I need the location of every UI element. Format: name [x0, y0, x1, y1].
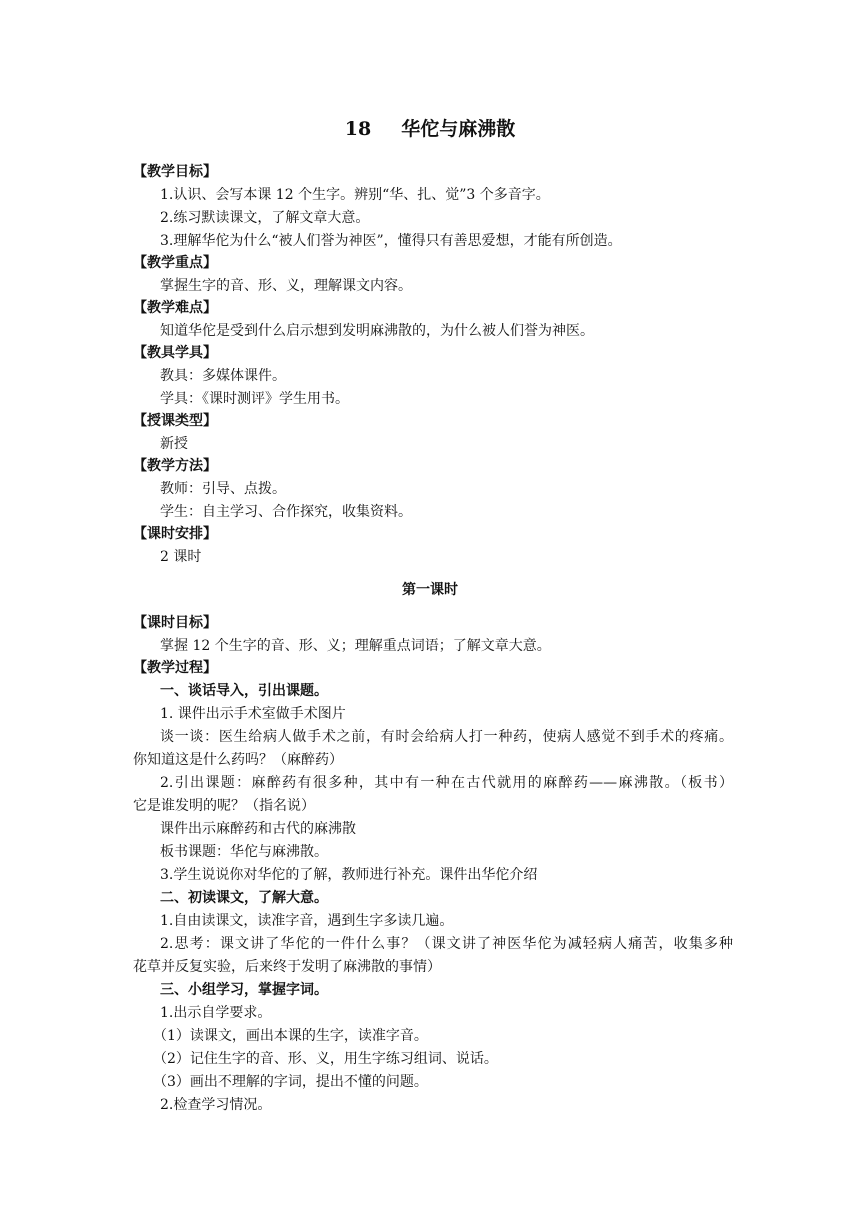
- section-3-heading: 三、小组学习，掌握字词。: [160, 982, 328, 998]
- section-1-line-1: 1. 课件出示手术室做手术图片: [160, 706, 346, 722]
- lesson-goals-heading: 【课时目标】: [133, 615, 217, 631]
- title-text: 华佗与麻沸散: [401, 118, 516, 140]
- section-3-line-4: （3）画出不理解的字词，提出不懂的问题。: [153, 1074, 428, 1090]
- section-3-line-3: （2）记住生字的音、形、义，用生字练习组词、说话。: [153, 1051, 498, 1067]
- difficulties-text: 知道华佗是受到什么启示想到发明麻沸散的，为什么被人们誉为神医。: [160, 323, 594, 339]
- schedule-heading: 【课时安排】: [133, 526, 217, 542]
- lesson-type-text: 新授: [160, 436, 188, 452]
- section-3-line-2: （1）读课文，画出本课的生字，读准字音。: [153, 1028, 428, 1044]
- section-1-line-3: 你知道这是什么药吗？（麻醉药）: [133, 752, 343, 768]
- section-1-line-2: 谈一谈：医生给病人做手术之前，有时会给病人打一种药，使病人感觉不到手术的疼痛。: [160, 729, 733, 745]
- section-1-line-4: 2.引出课题：麻醉药有很多种，其中有一种在古代就用的麻醉药——麻沸散。（板书）: [160, 775, 733, 791]
- lesson-one-title: 第一课时: [402, 582, 458, 598]
- section-2-line-3: 花草并反复实验，后来终于发明了麻沸散的事情）: [133, 959, 441, 975]
- schedule-text: 2 课时: [160, 549, 202, 565]
- key-points-text: 掌握生字的音、形、义，理解课文内容。: [160, 278, 412, 294]
- teaching-goals-heading: 【教学目标】: [133, 164, 217, 180]
- methods-heading: 【教学方法】: [133, 458, 217, 474]
- section-2-heading: 二、初读课文，了解大意。: [160, 890, 328, 906]
- section-1-line-7: 板书课题：华佗与麻沸散。: [160, 844, 328, 860]
- difficulties-heading: 【教学难点】: [133, 300, 217, 316]
- tools-heading: 【教具学具】: [133, 345, 217, 361]
- goal-1: 1.认识、会写本课 12 个生字。辨别“华、扎、觉”3 个多音字。: [160, 187, 550, 203]
- goal-2: 2.练习默读课文，了解文章大意。: [160, 210, 370, 226]
- section-1-line-8: 3.学生说说你对华佗的了解，教师进行补充。课件出华佗介绍: [160, 867, 538, 883]
- methods-teacher: 教师：引导、点拨。: [160, 481, 286, 497]
- tools-teacher: 教具：多媒体课件。: [160, 368, 286, 384]
- section-1-heading: 一、谈话导入，引出课题。: [160, 683, 328, 699]
- lesson-type-heading: 【授课类型】: [133, 413, 217, 429]
- methods-student: 学生：自主学习、合作探究，收集资料。: [160, 504, 412, 520]
- section-2-line-2: 2.思考：课文讲了华佗的一件什么事？（课文讲了神医华佗为减轻病人痛苦，收集多种: [160, 936, 733, 952]
- key-points-heading: 【教学重点】: [133, 255, 217, 271]
- section-3-line-1: 1.出示自学要求。: [160, 1005, 272, 1021]
- section-1-line-5: 它是谁发明的呢？（指名说）: [133, 798, 315, 814]
- section-3-line-5: 2.检查学习情况。: [160, 1097, 272, 1113]
- title-number: 18: [344, 118, 372, 140]
- process-heading: 【教学过程】: [133, 660, 217, 676]
- section-2-line-1: 1.自由读课文，读准字音，遇到生字多读几遍。: [160, 913, 454, 929]
- lesson-goals-text: 掌握 12 个生字的音、形、义；理解重点词语；了解文章大意。: [160, 638, 551, 654]
- goal-3: 3.理解华佗为什么“被人们誉为神医”，懂得只有善思爱想，才能有所创造。: [160, 233, 622, 249]
- tools-student: 学具：《课时测评》学生用书。: [160, 391, 349, 407]
- page-title: [0, 116, 860, 142]
- section-1-line-6: 课件出示麻醉药和古代的麻沸散: [160, 821, 356, 837]
